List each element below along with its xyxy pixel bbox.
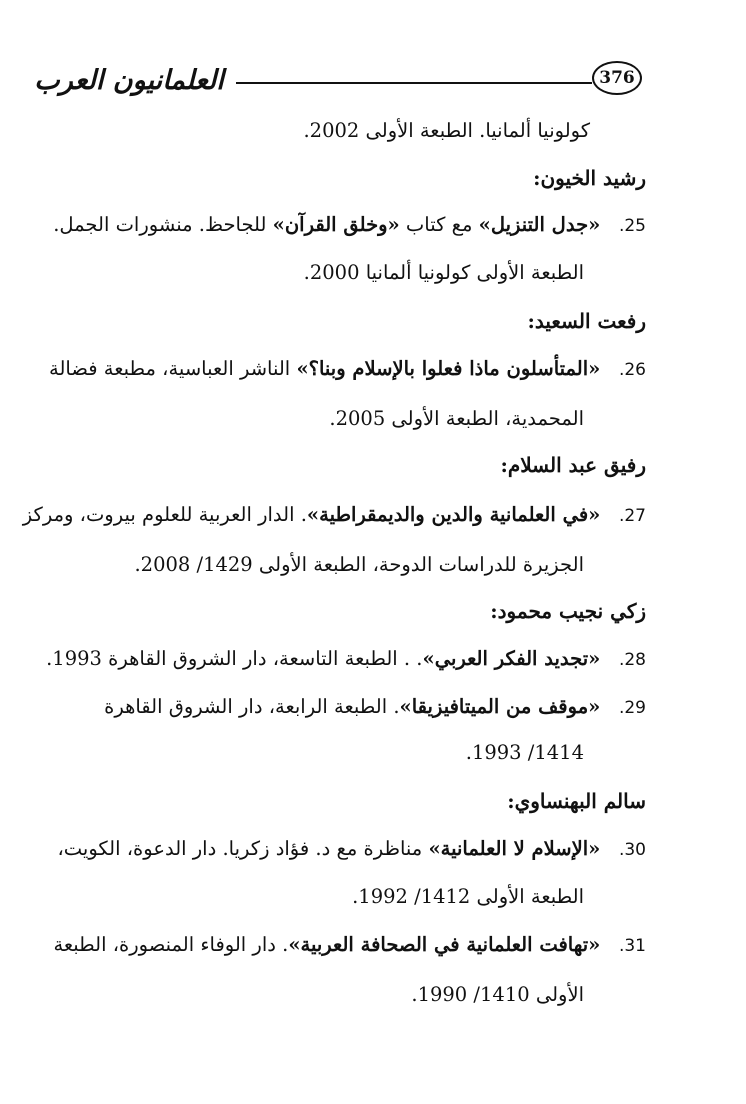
author-heading [507, 786, 646, 816]
entry-number: 31. [618, 936, 646, 956]
spacer [600, 357, 612, 380]
entry-text: الناشر العباسية، مطبعة فضالة [49, 357, 297, 380]
entry-text: . دار الوفاء المنصورة، الطبعة [53, 933, 289, 956]
entry-text: للجاحظ. منشورات الجمل. [53, 213, 273, 236]
entry-title: «تجديد الفكر العربي» [422, 647, 601, 670]
entry-text: . الدار العربية للعلوم بيروت، ومركز [22, 503, 307, 526]
page-number: 376 [592, 61, 642, 95]
entry-text: المحمدية، الطبعة الأولى 2005. [329, 407, 584, 430]
bibliography-entry-30 [57, 834, 646, 865]
author-heading [500, 450, 646, 480]
entry-continuation [352, 882, 584, 912]
entry-text: . . الطبعة التاسعة، دار الشروق القاهرة 1993. [46, 647, 423, 670]
entry-number: 28. [618, 650, 646, 670]
text-line [303, 116, 590, 146]
book-title: العلمانيون العرب [34, 65, 224, 96]
entry-number: 30. [618, 840, 646, 860]
entry-continuation [329, 404, 584, 434]
entry-continuation [411, 980, 584, 1010]
entry-continuation [466, 738, 584, 768]
line-text: كولونيا ألمانيا. الطبعة الأولى 2002. [303, 119, 590, 142]
entry-text: الجزيرة للدراسات الدوحة، الطبعة الأولى 1429/ 2008. [134, 553, 584, 576]
entry-text: الأولى 1410/ 1990. [411, 983, 584, 1006]
author-name: رفعت السعيد: [527, 309, 646, 333]
spacer [600, 503, 612, 526]
entry-title: «تهافت العلمانية في الصحافة العربية» [288, 933, 601, 956]
author-heading [533, 163, 646, 193]
entry-title: «جدل التنزيل» [478, 213, 601, 236]
entry-text: 1414/ 1993. [465, 741, 584, 764]
bibliography-entry-29 [104, 692, 646, 723]
entry-text: مع كتاب [399, 213, 479, 236]
bibliography-entry-28 [46, 644, 646, 675]
spacer [600, 213, 612, 236]
entry-number: 25. [618, 216, 646, 236]
bibliography-entry-31 [53, 930, 646, 961]
author-name: سالم البهنساوي: [507, 789, 646, 813]
entry-title: «موقف من الميتافيزيقا» [399, 695, 601, 718]
entry-title: «في العلمانية والدين والديمقراطية» [306, 503, 601, 526]
author-heading [490, 596, 646, 626]
entry-text: الطبعة الأولى 1412/ 1992. [352, 885, 584, 908]
entry-title: «وخلق القرآن» [272, 213, 400, 236]
spacer [600, 933, 612, 956]
entry-continuation [134, 550, 584, 580]
page-header [0, 58, 746, 104]
entry-text: الطبعة الأولى كولونيا ألمانيا 2000. [303, 261, 584, 284]
author-name: رشيد الخيون: [533, 166, 646, 190]
entry-number: 27. [618, 506, 646, 526]
bibliography-entry-26 [49, 354, 646, 385]
author-heading [527, 306, 646, 336]
spacer [600, 695, 612, 718]
bibliography-entry-27 [23, 500, 646, 531]
author-name: رفيق عبد السلام: [500, 453, 646, 477]
entry-number: 26. [618, 360, 646, 380]
spacer [600, 837, 612, 860]
entry-title: «الإسلام لا العلمانية» [428, 837, 601, 860]
entry-title: «المتأسلون ماذا فعلوا بالإسلام وبنا؟» [296, 357, 601, 380]
entry-text: . الطبعة الرابعة، دار الشروق القاهرة [104, 695, 400, 718]
entry-number: 29. [618, 698, 646, 718]
header-rule [236, 82, 592, 84]
author-name: زكي نجيب محمود: [490, 599, 646, 623]
entry-continuation [304, 258, 584, 288]
entry-text: مناظرة مع د. فؤاد زكريا. دار الدعوة، الكويت، [57, 837, 429, 860]
spacer [600, 647, 612, 670]
bibliography-entry-25 [53, 210, 646, 241]
